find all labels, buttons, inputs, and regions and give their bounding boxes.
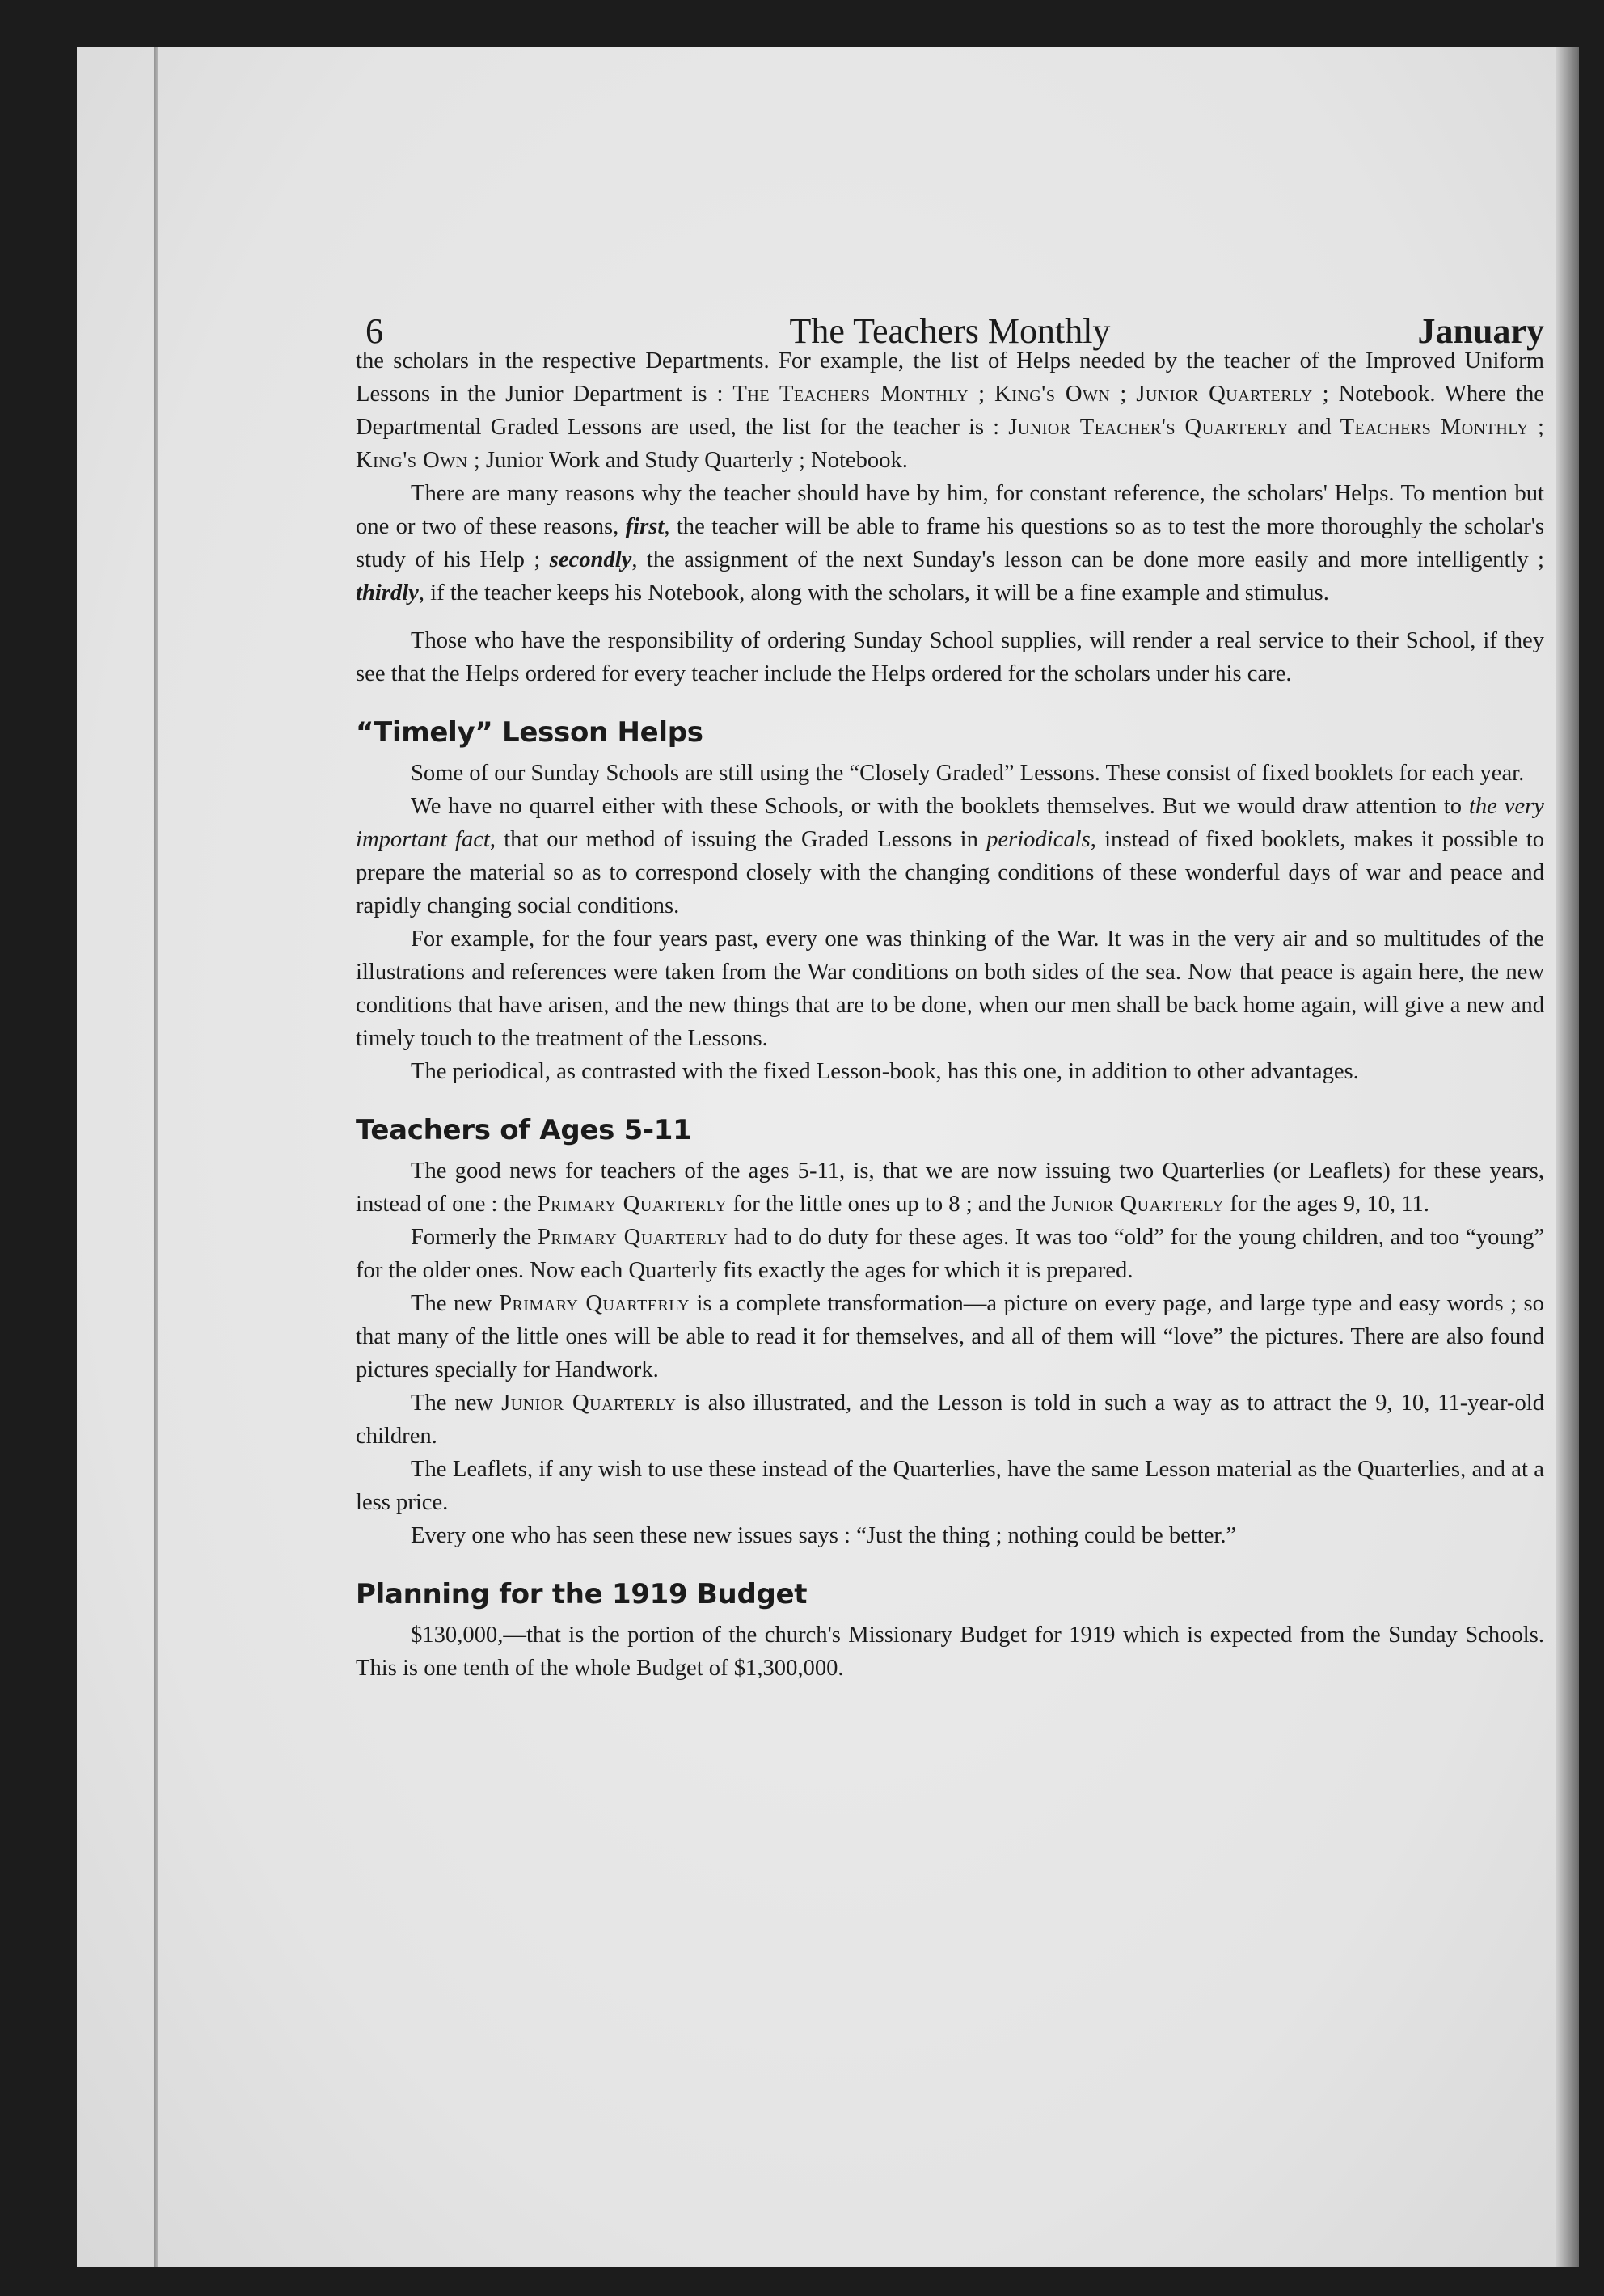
paragraph: For example, for the four years past, every one was thinking of the War. It was in the very air and so multitudes of the illustrations and references were taken from the War conditions on both sides of the sea. Now that peace is again here, the new conditions that have arisen, and the new things that are to be done, when our men shall be back home again, will give a new and timely touch to the treatment of the Lessons. bbox=[356, 926, 1544, 1051]
page-number: 6 bbox=[365, 311, 383, 351]
journal-title: The Teachers Monthly bbox=[789, 311, 1111, 351]
section-heading-ages: Teachers of Ages 5-11 bbox=[356, 1114, 692, 1146]
section-heading-timely: “Timely” Lesson Helps bbox=[356, 716, 703, 749]
paragraph: We have no quarrel either with these Schools, or with the booklets themselves. But we would draw attention to the very important fact, that our method of issuing the Graded Lessons in periodicals, instead of fixed booklets, makes it possible to prepare the material so as to correspond closely with the changing conditions of these wonderful days of war and peace and rapidly changing social conditions. bbox=[356, 794, 1544, 918]
scanned-page bbox=[77, 47, 1579, 2267]
paragraph: Some of our Sunday Schools are still using the “Closely Graded” Lessons. These consist of fixed booklets for each year. bbox=[411, 761, 1525, 786]
page-content bbox=[356, 267, 1544, 1685]
paragraph: Those who have the responsibility of ordering Sunday School supplies, will render a real service to their School, if they see that the Helps ordered for every teacher include the Helps ordered for the scholars under his care. bbox=[356, 628, 1544, 686]
paragraph: Formerly the Primary Quarterly had to do duty for these ages. It was too “old” for the young children, and too “young” for the older ones. Now each Quarterly fits exactly the ages for which it is prepared. bbox=[356, 1225, 1544, 1283]
paragraph: The new Primary Quarterly is a complete transformation—a picture on every page, and large type and easy words ; so that many of the little ones will be able to read it for themselves, and all of them will “love” the pictures. There are also found pictures specially for Handwork. bbox=[356, 1291, 1544, 1382]
paragraph: Every one who has seen these new issues says : “Just the thing ; nothing could be better.” bbox=[411, 1523, 1237, 1548]
paragraph: The Leaflets, if any wish to use these instead of the Quarterlies, have the same Lesson material as the Quarterlies, and at a less price. bbox=[356, 1457, 1544, 1515]
running-header bbox=[356, 267, 1544, 351]
paragraph: $130,000,—that is the portion of the church's Missionary Budget for 1919 which is expected from the Sunday Schools. This is one tenth of the whole Budget of $1,300,000. bbox=[356, 1623, 1544, 1681]
paragraph: The new Junior Quarterly is also illustrated, and the Lesson is told in such a way as to attract the 9, 10, 11-year-old children. bbox=[356, 1391, 1544, 1449]
paragraph: the scholars in the respective Departments. For example, the list of Helps needed by the teacher of the Improved Uniform Lessons in the Junior Department is : The Teachers Monthly ; King's Own ; Junior Quarterly ; Notebook. Where the Departmental Graded Lessons are used, the list for the teacher is : Junior Teacher's Quarterly and Teachers Monthly ; King's Own ; Junior Work and Study Quarterly ; Notebook. bbox=[356, 348, 1545, 473]
issue-month: January bbox=[1417, 311, 1544, 351]
paragraph: There are many reasons why the teacher should have by him, for constant reference, the scholars' Helps. To mention but one or two of these reasons, first, the teacher will be able to frame his questions so as to test the more thoroughly the scholar's study of his Help ; secondly, the assignment of the next Sunday's lesson can be done more easily and more intelligently ; thirdly, if the teacher keeps his Notebook, along with the scholars, it will be a fine example and stimulus. bbox=[356, 481, 1545, 606]
paragraph: The good news for teachers of the ages 5-11, is, that we are now issuing two Quarterlies (or Leaflets) for these years, instead of one : the Primary Quarterly for the little ones up to 8 ; and the Junior Quarterly for the ages 9, 10, 11. bbox=[356, 1159, 1544, 1217]
page-right-edge bbox=[1556, 47, 1579, 2267]
section-heading-budget: Planning for the 1919 Budget bbox=[356, 1578, 808, 1610]
page-binding-edge bbox=[154, 47, 158, 2267]
paragraph: The periodical, as contrasted with the fixed Lesson-book, has this one, in addition to other advantages. bbox=[411, 1059, 1359, 1084]
